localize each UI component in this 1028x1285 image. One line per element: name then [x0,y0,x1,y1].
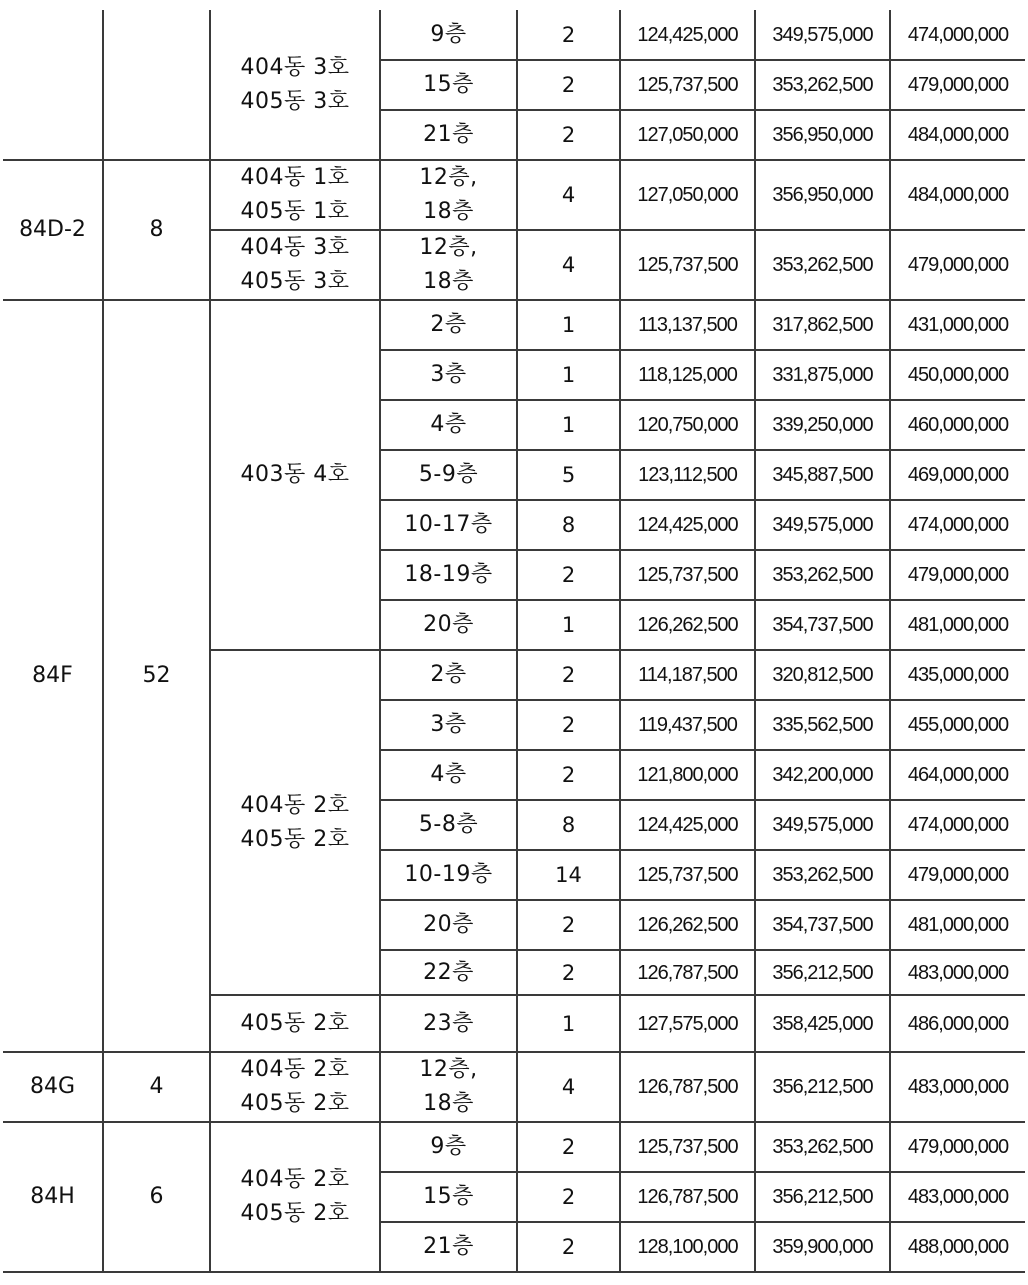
count-cell: 5 [517,450,620,500]
floor-cell-line: 15층 [423,72,474,97]
floor-cell-line: 23층 [423,1010,474,1036]
land-price-cell: 124,425,000 [620,800,755,850]
building-price-cell: 349,575,000 [755,500,890,550]
building-price-cell: 356,212,500 [755,1052,890,1122]
count-cell: 2 [517,110,620,160]
land-price-cell: 126,787,500 [620,1052,755,1122]
building-price-cell: 356,212,500 [755,1172,890,1222]
count-cell: 2 [517,700,620,750]
floor-cell-line: 18층 [423,1091,474,1116]
total-price-cell: 486,000,000 [890,995,1025,1052]
type-cell [3,10,103,160]
building-price-cell: 320,812,500 [755,650,890,700]
count-cell: 1 [517,350,620,400]
building-price-cell: 353,262,500 [755,850,890,900]
floor-cell-line: 20층 [423,912,474,937]
floor-cell [380,700,517,750]
count-cell: 1 [517,400,620,450]
land-price-cell: 127,575,000 [620,995,755,1052]
count-cell: 2 [517,750,620,800]
count-cell: 4 [517,160,620,230]
total-price-cell: 484,000,000 [890,110,1025,160]
table-row [3,1052,1025,1122]
floor-cell [380,1122,517,1172]
dong-cell-line: 405동 2호 [240,1201,350,1226]
floor-cell-line: 22층 [423,959,474,985]
total-price-cell: 481,000,000 [890,600,1025,650]
total-price-cell: 483,000,000 [890,950,1025,995]
floor-cell [380,60,517,110]
floor-cell-line: 12층, [419,1057,478,1082]
land-price-cell: 125,737,500 [620,850,755,900]
floor-cell-line: 5-9층 [418,462,479,487]
table-row [3,10,1025,60]
floor-cell [380,600,517,650]
type-cell: 84H [3,1122,103,1272]
land-price-cell: 125,737,500 [620,1122,755,1172]
floor-cell-line: 10-17층 [404,512,493,537]
total-price-cell: 479,000,000 [890,850,1025,900]
building-price-cell: 354,737,500 [755,900,890,950]
count-cell: 1 [517,600,620,650]
building-price-cell: 356,950,000 [755,160,890,230]
floor-cell [380,1052,517,1122]
building-price-cell: 345,887,500 [755,450,890,500]
dong-cell [210,1122,380,1272]
total-price-cell: 474,000,000 [890,10,1025,60]
floor-cell-line: 12층, [419,165,478,190]
dong-cell-line: 403동 4호 [240,462,350,487]
dong-cell-line: 405동 2호 [240,1010,350,1036]
floor-cell-line: 21층 [423,122,474,147]
count-cell: 2 [517,1172,620,1222]
count-cell: 8 [517,800,620,850]
count-cell: 14 [517,850,620,900]
floor-cell-line: 21층 [423,1234,474,1259]
floor-cell-line: 2층 [430,312,467,337]
land-price-cell: 113,137,500 [620,300,755,350]
dong-cell-line: 405동 3호 [240,269,350,294]
land-price-cell: 128,100,000 [620,1222,755,1272]
floor-cell-line: 9층 [430,1134,467,1159]
type-cell: 84D-2 [3,160,103,300]
floor-cell [380,300,517,350]
floor-cell [380,500,517,550]
building-price-cell: 331,875,000 [755,350,890,400]
dong-cell-line: 405동 1호 [240,199,350,224]
units-cell: 6 [103,1122,210,1272]
floor-cell [380,450,517,500]
total-price-cell: 464,000,000 [890,750,1025,800]
count-cell: 2 [517,950,620,995]
land-price-cell: 126,787,500 [620,950,755,995]
building-price-cell: 339,250,000 [755,400,890,450]
building-price-cell: 353,262,500 [755,1122,890,1172]
dong-cell [210,10,380,160]
land-price-cell: 124,425,000 [620,10,755,60]
table-row [3,300,1025,350]
floor-cell [380,400,517,450]
dong-cell-line: 404동 2호 [240,1167,350,1192]
building-price-cell: 358,425,000 [755,995,890,1052]
count-cell: 2 [517,1122,620,1172]
floor-cell [380,750,517,800]
floor-cell-line: 18-19층 [404,562,493,587]
total-price-cell: 483,000,000 [890,1052,1025,1122]
floor-cell-line: 18층 [423,199,474,224]
total-price-cell: 479,000,000 [890,1122,1025,1172]
units-cell: 4 [103,1052,210,1122]
land-price-cell: 126,787,500 [620,1172,755,1222]
type-cell: 84F [3,300,103,1052]
building-price-cell: 349,575,000 [755,800,890,850]
dong-cell [210,300,380,650]
dong-cell [210,230,380,300]
count-cell: 1 [517,300,620,350]
floor-cell [380,950,517,995]
building-price-cell: 335,562,500 [755,700,890,750]
floor-cell [380,900,517,950]
floor-cell-line: 4층 [430,412,467,437]
dong-cell-line: 405동 3호 [240,88,350,114]
floor-cell-line: 3층 [430,362,467,387]
dong-cell-line: 404동 2호 [240,1057,350,1082]
building-price-cell: 317,862,500 [755,300,890,350]
type-cell: 84G [3,1052,103,1122]
count-cell: 8 [517,500,620,550]
total-price-cell: 450,000,000 [890,350,1025,400]
units-cell: 8 [103,160,210,300]
dong-cell [210,160,380,230]
total-price-cell: 481,000,000 [890,900,1025,950]
dong-cell-line: 404동 3호 [240,235,350,260]
floor-cell-line: 5-8층 [418,812,479,837]
count-cell: 2 [517,1222,620,1272]
building-price-cell: 354,737,500 [755,600,890,650]
land-price-cell: 126,262,500 [620,900,755,950]
floor-cell-line: 10-19층 [404,862,493,887]
floor-cell [380,10,517,60]
land-price-cell: 121,800,000 [620,750,755,800]
floor-cell [380,995,517,1052]
land-price-cell: 127,050,000 [620,160,755,230]
building-price-cell: 349,575,000 [755,10,890,60]
table-row [3,1122,1025,1172]
dong-cell-line: 405동 2호 [240,826,350,852]
dong-cell [210,650,380,995]
table-row [3,160,1025,230]
dong-cell [210,1052,380,1122]
total-price-cell: 483,000,000 [890,1172,1025,1222]
total-price-cell: 474,000,000 [890,500,1025,550]
count-cell: 2 [517,10,620,60]
land-price-cell: 125,737,500 [620,230,755,300]
building-price-cell: 356,950,000 [755,110,890,160]
floor-cell-line: 12층, [419,235,478,260]
building-price-cell: 356,212,500 [755,950,890,995]
floor-cell-line: 3층 [430,712,467,737]
dong-cell-line: 405동 2호 [240,1091,350,1116]
dong-cell-line: 404동 1호 [240,165,350,190]
total-price-cell: 479,000,000 [890,60,1025,110]
floor-cell [380,550,517,600]
building-price-cell: 359,900,000 [755,1222,890,1272]
land-price-cell: 118,125,000 [620,350,755,400]
floor-cell-line: 4층 [430,762,467,787]
land-price-cell: 125,737,500 [620,60,755,110]
floor-cell-line: 18층 [423,269,474,294]
floor-cell [380,1172,517,1222]
land-price-cell: 114,187,500 [620,650,755,700]
count-cell: 4 [517,230,620,300]
floor-cell [380,650,517,700]
land-price-cell: 125,737,500 [620,550,755,600]
floor-cell [380,160,517,230]
floor-cell-line: 15층 [423,1184,474,1209]
land-price-cell: 120,750,000 [620,400,755,450]
units-cell [103,10,210,160]
floor-cell [380,850,517,900]
floor-cell [380,800,517,850]
total-price-cell: 474,000,000 [890,800,1025,850]
total-price-cell: 460,000,000 [890,400,1025,450]
land-price-cell: 123,112,500 [620,450,755,500]
floor-cell [380,110,517,160]
land-price-cell: 119,437,500 [620,700,755,750]
floor-cell-line: 2층 [430,662,467,687]
count-cell: 2 [517,550,620,600]
total-price-cell: 469,000,000 [890,450,1025,500]
dong-cell [210,995,380,1052]
total-price-cell: 484,000,000 [890,160,1025,230]
pricing-table [3,10,1025,1273]
total-price-cell: 431,000,000 [890,300,1025,350]
units-cell: 52 [103,300,210,1052]
total-price-cell: 435,000,000 [890,650,1025,700]
floor-cell [380,350,517,400]
count-cell: 4 [517,1052,620,1122]
total-price-cell: 479,000,000 [890,550,1025,600]
count-cell: 2 [517,900,620,950]
count-cell: 1 [517,995,620,1052]
land-price-cell: 127,050,000 [620,110,755,160]
floor-cell [380,1222,517,1272]
dong-cell-line: 404동 2호 [240,792,350,818]
total-price-cell: 488,000,000 [890,1222,1025,1272]
land-price-cell: 124,425,000 [620,500,755,550]
count-cell: 2 [517,60,620,110]
floor-cell-line: 20층 [423,612,474,637]
count-cell: 2 [517,650,620,700]
total-price-cell: 479,000,000 [890,230,1025,300]
building-price-cell: 353,262,500 [755,230,890,300]
floor-cell [380,230,517,300]
building-price-cell: 353,262,500 [755,550,890,600]
floor-cell-line: 9층 [430,21,467,47]
land-price-cell: 126,262,500 [620,600,755,650]
dong-cell-line: 404동 3호 [240,54,350,80]
building-price-cell: 342,200,000 [755,750,890,800]
total-price-cell: 455,000,000 [890,700,1025,750]
building-price-cell: 353,262,500 [755,60,890,110]
